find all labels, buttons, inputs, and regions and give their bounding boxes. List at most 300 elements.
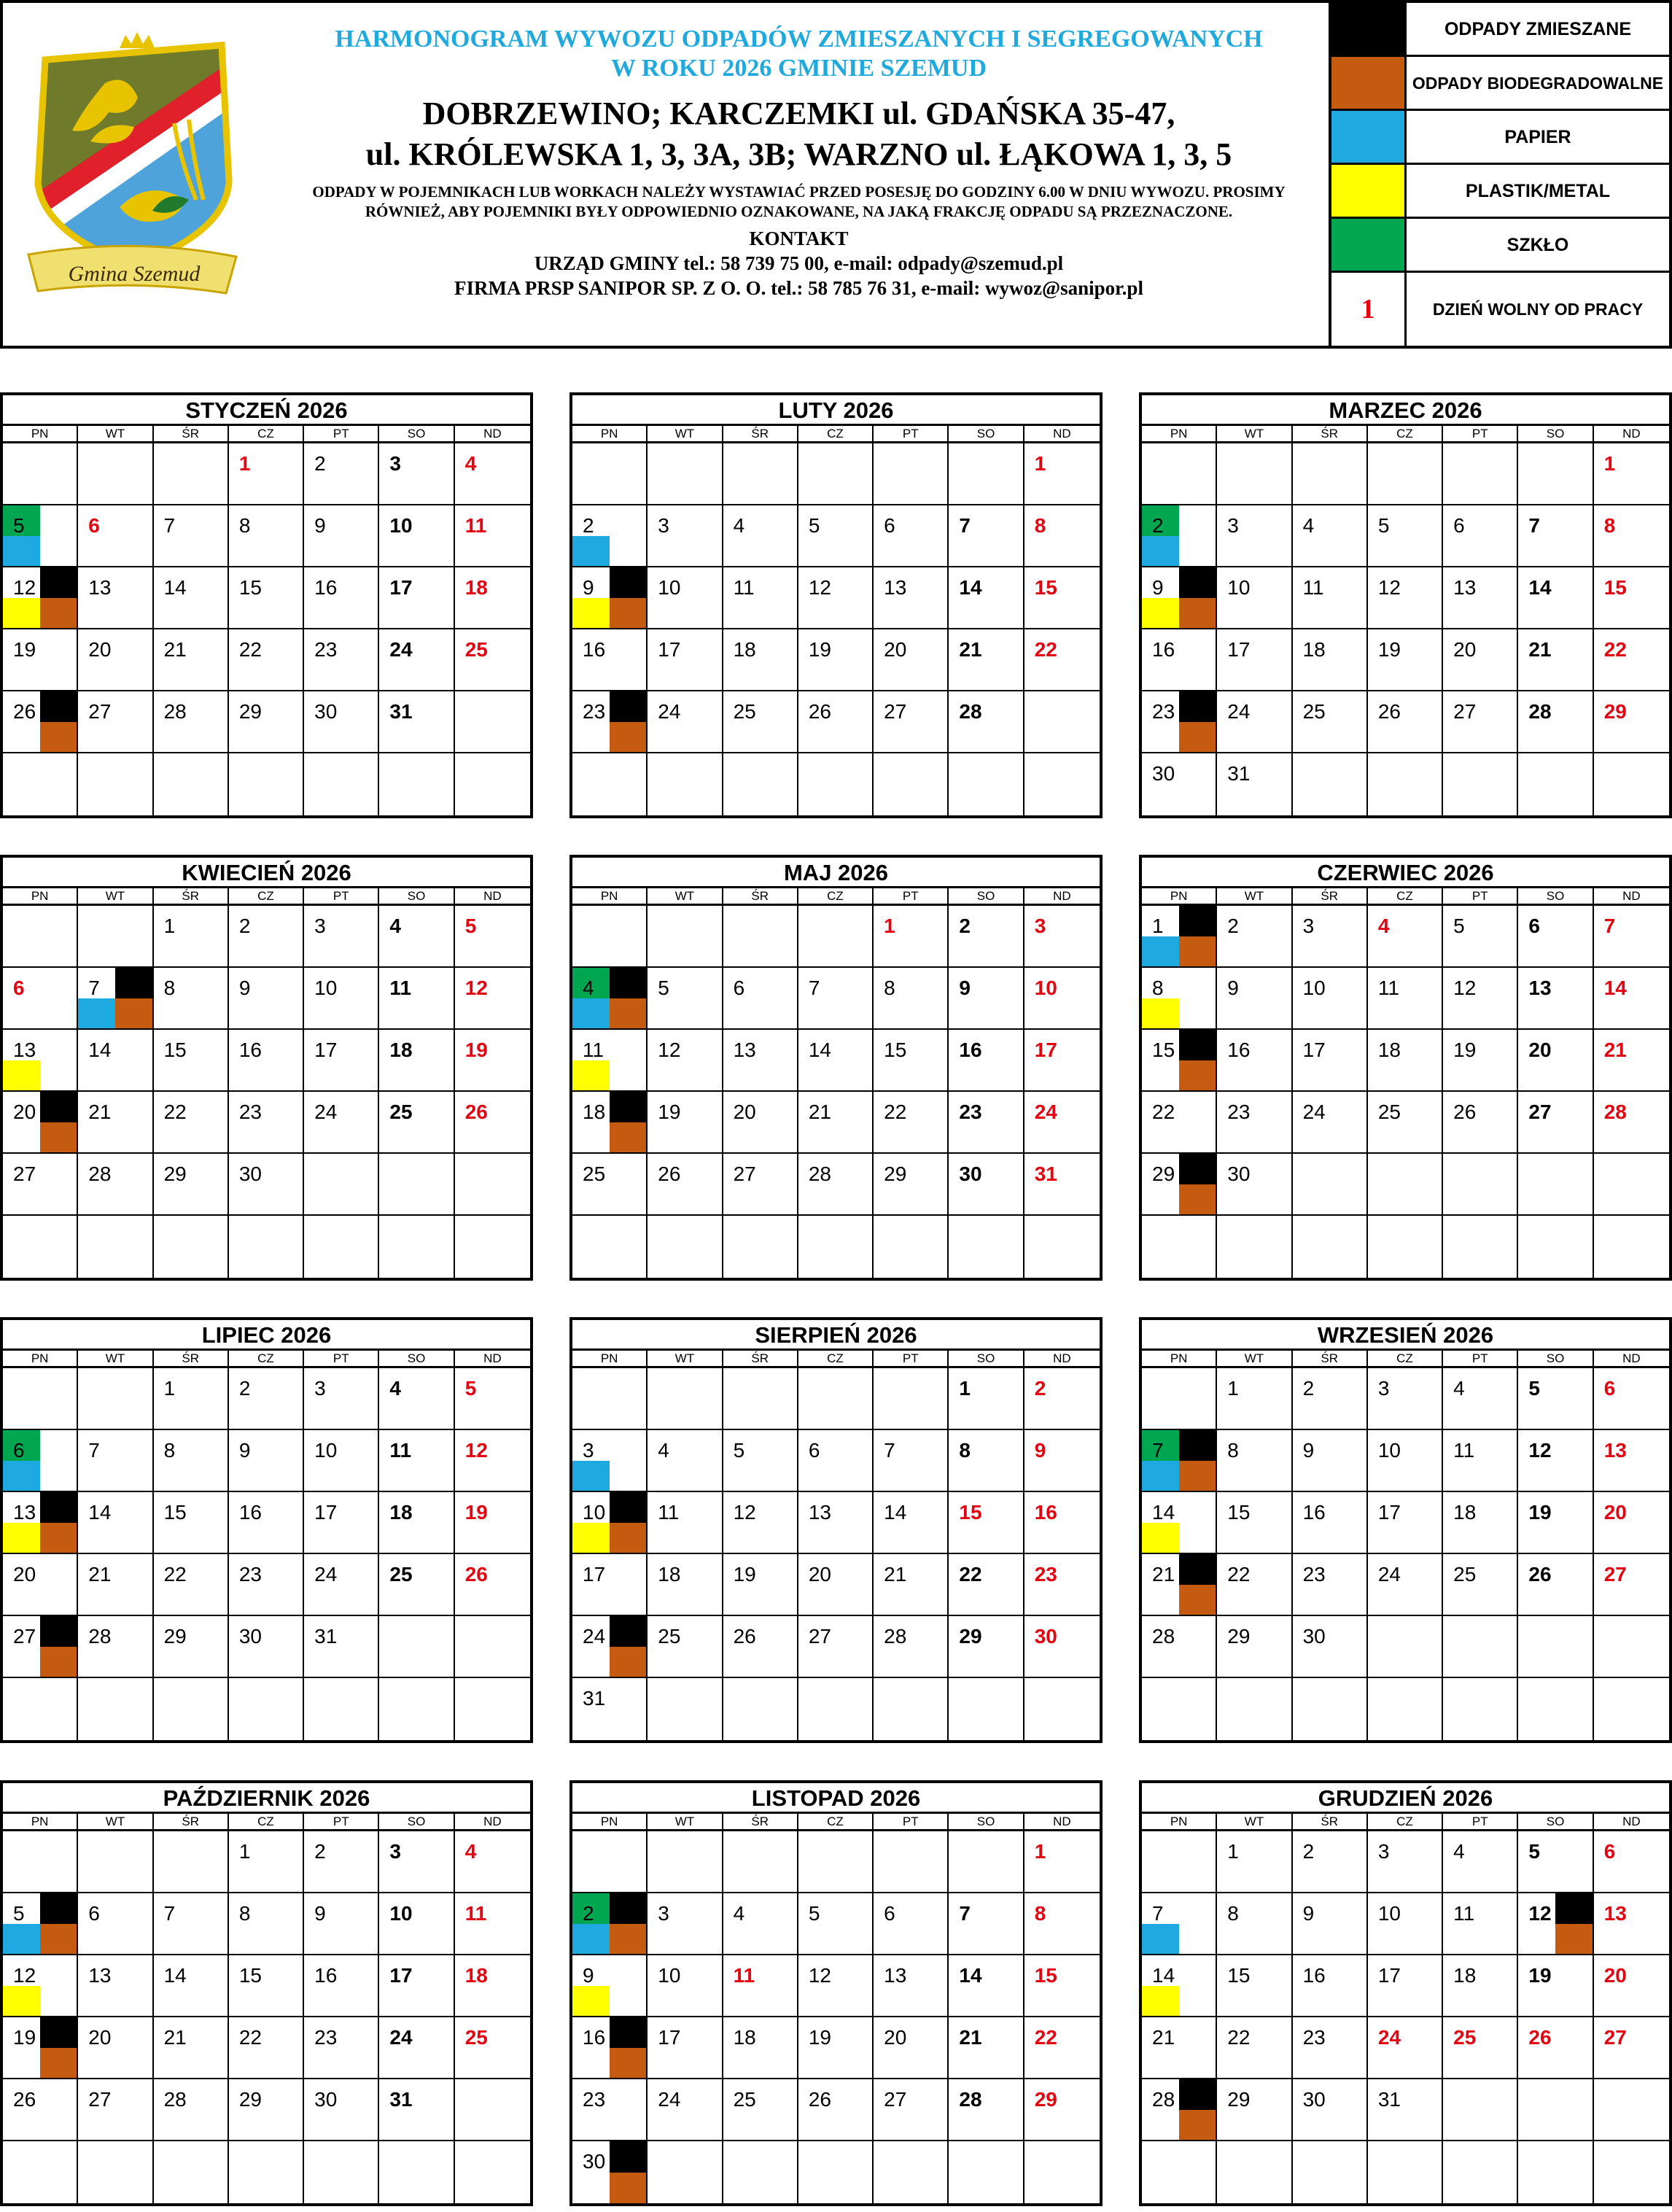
day-cell bbox=[1518, 1678, 1593, 1740]
weekday-label: WT bbox=[78, 888, 153, 904]
pickup-paper-marker bbox=[572, 1461, 610, 1491]
day-cell bbox=[455, 567, 530, 629]
day-cell bbox=[1024, 1554, 1100, 1616]
day-cell bbox=[304, 1492, 379, 1554]
day-number: 30 bbox=[1302, 1625, 1326, 1648]
day-cell bbox=[723, 629, 798, 691]
day-cell bbox=[723, 1216, 798, 1278]
pickup-paper-marker bbox=[1142, 1924, 1179, 1955]
pickup-bio-marker bbox=[40, 722, 77, 753]
day-cell bbox=[3, 443, 78, 505]
day-number: 10 bbox=[1377, 1902, 1401, 1925]
day-cell bbox=[1024, 1616, 1100, 1678]
pickup-mixed-marker bbox=[1179, 567, 1216, 598]
day-cell bbox=[1518, 2017, 1593, 2079]
day-number: 24 bbox=[1302, 1101, 1326, 1123]
day-cell bbox=[1142, 1678, 1217, 1740]
day-cell bbox=[1217, 505, 1292, 567]
day-number: 3 bbox=[583, 1439, 594, 1462]
day-cell bbox=[1368, 1216, 1443, 1278]
pickup-mixed-marker bbox=[1179, 1030, 1216, 1060]
day-cell bbox=[1368, 1430, 1443, 1492]
day-cell bbox=[154, 1430, 229, 1492]
day-cell bbox=[154, 1831, 229, 1893]
day-cell bbox=[304, 2017, 379, 2079]
day-cell bbox=[154, 1678, 229, 1740]
day-cell bbox=[949, 1216, 1024, 1278]
day-number: 19 bbox=[464, 1039, 488, 1061]
day-number: 3 bbox=[314, 1377, 326, 1400]
month-title: MARZEC 2026 bbox=[1142, 395, 1669, 426]
day-cell bbox=[1217, 2017, 1292, 2079]
day-number: 4 bbox=[389, 915, 401, 937]
day-number: 18 bbox=[733, 638, 756, 661]
day-number: 29 bbox=[163, 1625, 187, 1648]
day-cell bbox=[572, 567, 648, 629]
day-number: 4 bbox=[733, 514, 745, 537]
day-cell bbox=[3, 1554, 78, 1616]
day-number: 9 bbox=[314, 1902, 326, 1925]
day-number: 9 bbox=[238, 1439, 251, 1462]
day-cell bbox=[229, 753, 304, 815]
day-number: 13 bbox=[88, 1964, 112, 1987]
pickup-mixed-marker bbox=[115, 968, 152, 998]
day-number: 27 bbox=[1603, 2026, 1627, 2049]
day-cell bbox=[154, 691, 229, 753]
day-cell bbox=[78, 1831, 153, 1893]
day-cell bbox=[1518, 1616, 1593, 1678]
address bbox=[266, 93, 1331, 175]
day-cell bbox=[1217, 968, 1292, 1030]
day-cell bbox=[455, 691, 530, 753]
day-number: 5 bbox=[808, 514, 820, 537]
day-cell bbox=[154, 505, 229, 567]
day-number: 1 bbox=[959, 1377, 971, 1400]
day-cell bbox=[1217, 1154, 1292, 1216]
day-cell bbox=[304, 753, 379, 815]
weekday-label: ND bbox=[1053, 1815, 1071, 1828]
day-cell bbox=[455, 1030, 530, 1092]
day-cell bbox=[455, 1492, 530, 1554]
day-number: 23 bbox=[1227, 1101, 1251, 1123]
day-number: 2 bbox=[314, 1840, 326, 1863]
month-4 bbox=[0, 855, 533, 1281]
weekday-label: PT bbox=[304, 426, 379, 441]
day-cell bbox=[379, 1368, 454, 1430]
weekday-label: CZ bbox=[229, 1814, 304, 1829]
day-number: 31 bbox=[314, 1625, 338, 1648]
legend-swatch-glass bbox=[1331, 219, 1407, 271]
day-number: 19 bbox=[808, 2026, 831, 2049]
day-cell bbox=[455, 1216, 530, 1278]
day-number: 14 bbox=[1528, 576, 1552, 599]
day-cell bbox=[1024, 1492, 1100, 1554]
day-cell bbox=[1024, 906, 1100, 968]
day-number: 10 bbox=[658, 576, 681, 599]
pickup-plastic-marker bbox=[3, 598, 40, 629]
day-cell bbox=[1024, 505, 1100, 567]
day-cell bbox=[874, 1154, 949, 1216]
day-cell bbox=[78, 1430, 153, 1492]
pickup-mixed-marker bbox=[40, 1492, 77, 1523]
day-number: 22 bbox=[163, 1563, 187, 1586]
pickup-mixed-marker bbox=[610, 1092, 647, 1122]
day-cell bbox=[1368, 1955, 1443, 2017]
legend-holiday-sample: 1 bbox=[1361, 294, 1375, 325]
day-cell bbox=[874, 753, 949, 815]
day-cell bbox=[1217, 753, 1292, 815]
day-cell bbox=[1142, 1430, 1217, 1492]
day-number: 19 bbox=[1377, 638, 1401, 661]
day-grid bbox=[3, 1368, 530, 1740]
day-number: 24 bbox=[658, 2088, 681, 2111]
day-cell bbox=[949, 2017, 1024, 2079]
day-cell bbox=[949, 1893, 1024, 1955]
day-number: 16 bbox=[959, 1039, 982, 1061]
day-cell bbox=[1024, 1030, 1100, 1092]
day-cell bbox=[154, 629, 229, 691]
weekday-label: ND bbox=[1622, 1815, 1641, 1828]
day-cell bbox=[229, 1092, 304, 1154]
day-number: 28 bbox=[1152, 1625, 1175, 1648]
day-cell bbox=[648, 1092, 723, 1154]
pickup-bio-marker bbox=[40, 598, 77, 629]
day-cell bbox=[379, 1554, 454, 1616]
day-grid bbox=[3, 906, 530, 1278]
day-cell bbox=[455, 2017, 530, 2079]
day-cell bbox=[798, 1678, 874, 1740]
weekday-label: ŚR bbox=[154, 1814, 229, 1829]
day-cell bbox=[1443, 1430, 1518, 1492]
day-cell bbox=[229, 1492, 304, 1554]
day-cell bbox=[1518, 691, 1593, 753]
day-cell bbox=[572, 629, 648, 691]
day-cell bbox=[798, 1955, 874, 2017]
weekday-label: PT bbox=[1443, 1351, 1518, 1366]
day-cell bbox=[3, 753, 78, 815]
day-number: 26 bbox=[733, 1625, 756, 1648]
day-cell bbox=[1518, 1893, 1593, 1955]
day-cell bbox=[3, 1831, 78, 1893]
day-number: 16 bbox=[238, 1039, 262, 1061]
pickup-bio-marker bbox=[40, 1924, 77, 1955]
day-number: 7 bbox=[1603, 915, 1616, 937]
day-number: 12 bbox=[808, 576, 831, 599]
day-number: 12 bbox=[658, 1039, 681, 1061]
legend-item-glass bbox=[1331, 219, 1669, 273]
weekday-label: ŚR bbox=[1293, 426, 1368, 441]
day-cell bbox=[154, 1092, 229, 1154]
day-number: 27 bbox=[884, 700, 907, 723]
day-number: 15 bbox=[1034, 576, 1057, 599]
day-number: 7 bbox=[808, 977, 820, 999]
day-cell bbox=[78, 1492, 153, 1554]
day-number: 12 bbox=[13, 1964, 36, 1987]
day-cell bbox=[3, 2079, 78, 2141]
weekday-header bbox=[1142, 426, 1669, 443]
day-number: 9 bbox=[1302, 1902, 1315, 1925]
weekday-label: PN bbox=[572, 426, 648, 441]
day-number: 7 bbox=[959, 514, 971, 537]
day-cell bbox=[1293, 1030, 1368, 1092]
day-number: 5 bbox=[1528, 1377, 1540, 1400]
day-cell bbox=[1443, 1092, 1518, 1154]
day-grid bbox=[1142, 1368, 1669, 1740]
month-9 bbox=[1139, 1317, 1672, 1743]
day-cell bbox=[1217, 567, 1292, 629]
day-cell bbox=[1142, 1893, 1217, 1955]
day-cell bbox=[1368, 968, 1443, 1030]
day-cell bbox=[1368, 906, 1443, 968]
day-cell bbox=[572, 691, 648, 753]
weekday-label: PT bbox=[874, 426, 949, 441]
day-number: 30 bbox=[583, 2150, 606, 2173]
day-number: 21 bbox=[884, 1563, 907, 1586]
day-number: 26 bbox=[808, 2088, 831, 2111]
day-cell bbox=[723, 505, 798, 567]
day-cell bbox=[723, 1616, 798, 1678]
day-number: 21 bbox=[1528, 638, 1552, 661]
gmina-szemud-logo bbox=[3, 3, 266, 346]
day-cell bbox=[379, 1092, 454, 1154]
weekday-header bbox=[572, 426, 1100, 443]
day-cell bbox=[648, 1430, 723, 1492]
day-cell bbox=[1217, 1492, 1292, 1554]
day-cell bbox=[949, 1154, 1024, 1216]
day-cell bbox=[1142, 1554, 1217, 1616]
day-number: 4 bbox=[464, 452, 477, 475]
day-cell bbox=[1594, 1216, 1669, 1278]
month-11 bbox=[569, 1780, 1103, 2206]
day-number: 14 bbox=[808, 1039, 831, 1061]
day-cell bbox=[874, 1492, 949, 1554]
day-number: 15 bbox=[1227, 1964, 1251, 1987]
day-cell bbox=[78, 1893, 153, 1955]
weekday-label: SO bbox=[379, 426, 454, 441]
day-number: 7 bbox=[163, 514, 176, 537]
day-cell bbox=[874, 1955, 949, 2017]
day-number: 29 bbox=[1603, 700, 1627, 723]
day-cell bbox=[1142, 691, 1217, 753]
weekday-label: ŚR bbox=[723, 888, 798, 904]
day-number: 4 bbox=[583, 977, 594, 999]
day-grid bbox=[1142, 1831, 1669, 2203]
day-cell bbox=[798, 567, 874, 629]
day-cell bbox=[1142, 1368, 1217, 1430]
day-number: 31 bbox=[1377, 2088, 1401, 2111]
day-number: 29 bbox=[1034, 2088, 1057, 2111]
pickup-paper-marker bbox=[3, 1461, 40, 1491]
day-cell bbox=[154, 1216, 229, 1278]
day-cell bbox=[874, 1831, 949, 1893]
weekday-label: WT bbox=[648, 1814, 723, 1829]
day-number: 17 bbox=[1377, 1501, 1401, 1524]
day-cell bbox=[648, 1616, 723, 1678]
day-number: 1 bbox=[884, 915, 895, 937]
weekday-header bbox=[572, 1351, 1100, 1368]
pickup-mixed-marker bbox=[1555, 1893, 1593, 1924]
day-cell bbox=[379, 753, 454, 815]
day-number: 24 bbox=[1377, 2026, 1401, 2049]
day-cell bbox=[1594, 1616, 1669, 1678]
day-cell bbox=[874, 2079, 949, 2141]
day-cell bbox=[78, 2079, 153, 2141]
day-number: 3 bbox=[658, 1902, 669, 1925]
day-cell bbox=[78, 1092, 153, 1154]
day-number: 11 bbox=[658, 1501, 680, 1524]
day-cell bbox=[455, 1154, 530, 1216]
day-cell bbox=[78, 1368, 153, 1430]
day-cell bbox=[798, 753, 874, 815]
day-cell bbox=[1293, 2141, 1368, 2203]
day-cell bbox=[78, 1154, 153, 1216]
weekday-label: WT bbox=[78, 426, 153, 441]
day-number: 23 bbox=[238, 1563, 262, 1586]
day-cell bbox=[1217, 1616, 1292, 1678]
legend-item-holiday bbox=[1331, 273, 1669, 346]
day-cell bbox=[723, 1831, 798, 1893]
day-number: 26 bbox=[13, 700, 36, 723]
day-cell bbox=[1293, 753, 1368, 815]
weekday-label: PN bbox=[1142, 1814, 1217, 1829]
month-title: MAJ 2026 bbox=[572, 858, 1100, 888]
day-number: 1 bbox=[238, 452, 251, 475]
day-cell bbox=[304, 2141, 379, 2203]
day-number: 5 bbox=[1453, 915, 1465, 937]
weekday-label: SO bbox=[379, 1814, 454, 1829]
day-cell bbox=[949, 505, 1024, 567]
weekday-header bbox=[1142, 1351, 1669, 1368]
day-number: 19 bbox=[464, 1501, 488, 1524]
day-number: 31 bbox=[389, 700, 413, 723]
day-number: 20 bbox=[884, 2026, 907, 2049]
day-cell bbox=[455, 443, 530, 505]
day-cell bbox=[1368, 1554, 1443, 1616]
day-number: 28 bbox=[1603, 1101, 1627, 1123]
day-number: 23 bbox=[1034, 1563, 1057, 1586]
day-cell bbox=[1217, 1955, 1292, 2017]
day-cell bbox=[379, 2141, 454, 2203]
day-number: 24 bbox=[583, 1625, 606, 1648]
day-cell bbox=[949, 567, 1024, 629]
day-cell bbox=[1518, 2141, 1593, 2203]
day-number: 16 bbox=[1152, 638, 1175, 661]
day-cell bbox=[1443, 1678, 1518, 1740]
day-cell bbox=[949, 1554, 1024, 1616]
day-number: 20 bbox=[1603, 1964, 1627, 1987]
day-cell bbox=[3, 1955, 78, 2017]
day-cell bbox=[1518, 1831, 1593, 1893]
day-cell bbox=[379, 1154, 454, 1216]
day-number: 13 bbox=[733, 1039, 756, 1061]
day-cell bbox=[1594, 691, 1669, 753]
day-cell bbox=[648, 567, 723, 629]
day-cell bbox=[1594, 2141, 1669, 2203]
day-cell bbox=[154, 2079, 229, 2141]
weekday-label: PT bbox=[304, 888, 379, 904]
day-cell bbox=[1142, 753, 1217, 815]
day-cell bbox=[1142, 1092, 1217, 1154]
weekday-label: WT bbox=[78, 1814, 153, 1829]
day-number: 3 bbox=[1034, 915, 1046, 937]
day-number: 6 bbox=[88, 1902, 100, 1925]
day-number: 16 bbox=[583, 638, 606, 661]
day-cell bbox=[455, 1092, 530, 1154]
day-number: 16 bbox=[583, 2026, 606, 2049]
contact-line-company: FIRMA PRSP SANIPOR SP. Z O. O. tel.: 58 785 76 31, e-mail: wywoz@sanipor.pl bbox=[454, 277, 1143, 299]
day-cell bbox=[1443, 1368, 1518, 1430]
legend-swatch-bio bbox=[1331, 57, 1407, 109]
day-cell bbox=[1594, 2017, 1669, 2079]
legend-label-mixed: ODPADY ZMIESZANE bbox=[1444, 18, 1632, 39]
day-cell bbox=[1443, 968, 1518, 1030]
day-number: 10 bbox=[1034, 977, 1057, 999]
day-number: 15 bbox=[1227, 1501, 1251, 1524]
day-number: 28 bbox=[959, 700, 982, 723]
day-number: 24 bbox=[314, 1563, 338, 1586]
month-7 bbox=[0, 1317, 533, 1743]
day-number: 23 bbox=[583, 700, 606, 723]
day-number: 1 bbox=[1227, 1377, 1239, 1400]
pickup-plastic-marker bbox=[1142, 1986, 1179, 2017]
day-cell bbox=[304, 1893, 379, 1955]
day-cell bbox=[798, 2141, 874, 2203]
pickup-paper-marker bbox=[1142, 536, 1179, 567]
day-number: 10 bbox=[1227, 576, 1251, 599]
weekday-label: ŚR bbox=[154, 1351, 229, 1366]
weekday-label: ŚR bbox=[154, 888, 229, 904]
day-cell bbox=[455, 629, 530, 691]
day-cell bbox=[1594, 1092, 1669, 1154]
day-cell bbox=[1443, 1893, 1518, 1955]
day-cell bbox=[798, 1893, 874, 1955]
day-cell bbox=[1518, 505, 1593, 567]
day-number: 19 bbox=[1528, 1964, 1552, 1987]
day-cell bbox=[798, 1831, 874, 1893]
day-cell bbox=[648, 906, 723, 968]
pickup-mixed-marker bbox=[610, 691, 647, 722]
day-cell bbox=[572, 505, 648, 567]
day-cell bbox=[1443, 691, 1518, 753]
day-cell bbox=[1142, 1955, 1217, 2017]
day-number: 11 bbox=[464, 514, 487, 537]
day-cell bbox=[648, 443, 723, 505]
day-number: 9 bbox=[1302, 1439, 1315, 1462]
legend-label-holiday: DZIEŃ WOLNY OD PRACY bbox=[1432, 300, 1644, 319]
day-number: 8 bbox=[1034, 1902, 1046, 1925]
day-cell bbox=[379, 629, 454, 691]
day-cell bbox=[1443, 2141, 1518, 2203]
day-number: 12 bbox=[1377, 576, 1401, 599]
day-number: 24 bbox=[389, 638, 413, 661]
day-cell bbox=[798, 2079, 874, 2141]
pickup-bio-marker bbox=[610, 2173, 647, 2204]
day-number: 8 bbox=[1152, 977, 1164, 999]
day-number: 17 bbox=[389, 576, 413, 599]
day-number: 7 bbox=[1152, 1902, 1164, 1925]
day-cell bbox=[723, 906, 798, 968]
day-cell bbox=[455, 1616, 530, 1678]
day-cell bbox=[1142, 1831, 1217, 1893]
day-cell bbox=[1518, 1955, 1593, 2017]
day-cell bbox=[1443, 1216, 1518, 1278]
day-cell bbox=[572, 1678, 648, 1740]
day-number: 24 bbox=[658, 700, 681, 723]
pickup-plastic-marker bbox=[572, 1060, 610, 1091]
day-cell bbox=[1518, 906, 1593, 968]
day-cell bbox=[379, 691, 454, 753]
month-title: WRZESIEŃ 2026 bbox=[1142, 1320, 1669, 1351]
